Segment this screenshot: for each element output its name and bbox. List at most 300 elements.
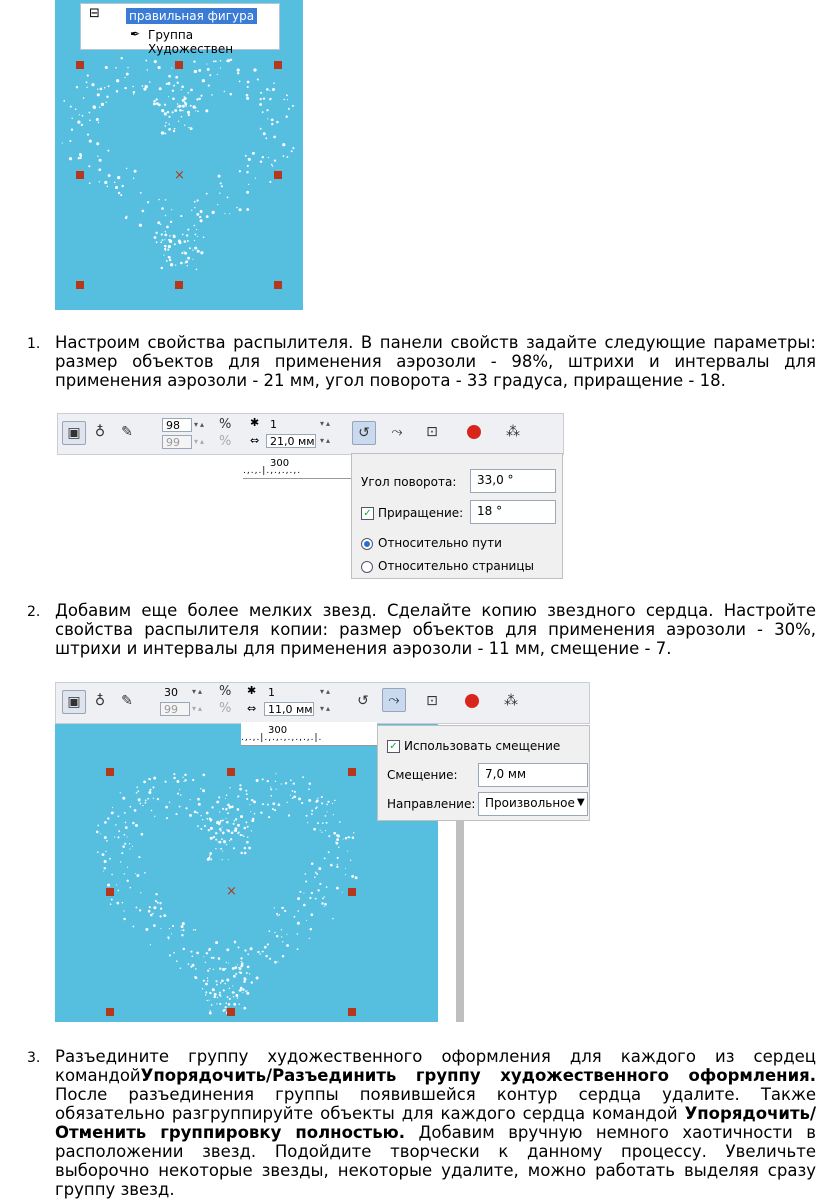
spray-star [103,871,104,872]
ruler-ticks: .,.,.|.,.,.,.,. [243,466,302,476]
spray-star [245,155,247,157]
spray-star [200,95,202,97]
spray-star [78,157,80,159]
spray-star [216,801,219,804]
size-spinner-icon[interactable]: ▾▴ [194,437,207,446]
spray-star [114,837,115,838]
spray-preset-button[interactable] [62,421,86,445]
rotation-button[interactable] [352,421,376,445]
spray-star [222,968,225,971]
spray-star [168,245,171,248]
spray-star [228,1003,230,1005]
spray-star [106,840,108,842]
spray-star [238,946,240,948]
spray-star [89,182,91,184]
spray-star [223,840,226,843]
spray-star [166,817,168,819]
spray-star [203,956,204,957]
spray-star [144,872,146,874]
spray-star [245,790,247,792]
spray-star [265,955,267,957]
spray-star [260,811,262,813]
spray-star [115,186,118,189]
spray-star [239,1003,240,1004]
spray-star [134,170,137,173]
spray-star [194,240,195,241]
dabs-count-input[interactable]: 1 [270,418,277,431]
spray-icon: ▣ [67,694,81,710]
selection-handle[interactable] [274,171,282,179]
spray-star [88,165,90,167]
spray-star [306,920,307,921]
spray-star [158,66,161,69]
spray-star [256,977,259,980]
spray-star [194,247,197,250]
spray-star [266,109,268,111]
spray-star [247,836,248,837]
spray-star [165,122,166,123]
menu-command: Упорядочить/Отменить группировку полностью. [55,1104,816,1142]
spray-star [180,794,181,795]
spray-star [262,803,264,805]
spray-size-input-secondary[interactable]: 99 [160,702,190,716]
spray-star [98,122,99,123]
spray-star [171,68,172,69]
brush-stroke-icon[interactable]: ✎ [121,424,133,440]
spray-star [124,812,126,814]
spray-star [262,156,264,158]
spray-star [272,165,273,166]
spray-star [221,827,222,828]
spray-star [297,922,300,925]
count-spinner-icon[interactable]: ▾▴ [320,687,333,696]
step-text [55,1047,816,1199]
spray-star [316,806,318,808]
spray-star [282,955,284,957]
spray-star [135,907,137,909]
spray-star [86,81,88,83]
spray-star [184,240,186,242]
spray-star [206,193,208,195]
spray-star [286,156,288,158]
spray-star [256,779,259,782]
spray-star [121,57,123,59]
record-icon[interactable] [465,694,479,708]
spray-star [243,1007,246,1010]
direction-select[interactable]: Произвольное [478,792,588,816]
spray-star [164,248,166,250]
selection-handle[interactable] [76,281,84,289]
spray-star [246,972,248,974]
horizontal-ruler [243,456,351,479]
spray-star [120,194,122,196]
center-marker-icon: × [226,884,237,899]
spray-star [225,818,226,819]
spray-star [164,112,167,115]
spray-star [127,67,128,68]
spray-star [182,105,185,108]
spray-star [100,833,101,834]
spray-star [171,933,172,934]
spray-star [282,143,285,146]
offset-button[interactable] [382,688,406,712]
spray-star [96,118,99,121]
spray-star [168,123,169,124]
spray-star [161,131,164,134]
spray-star [216,1003,217,1004]
spray-star [206,952,208,954]
step-number: 3. [27,1050,41,1066]
spray-star [286,934,287,935]
spray-star [244,827,247,830]
spray-star [207,980,209,982]
spray-star [254,813,256,815]
spray-star [203,980,205,982]
spray-star [148,791,151,794]
selection-handle[interactable] [106,1008,114,1016]
spray-star [247,966,250,969]
spray-star [239,170,241,172]
offset-icon[interactable]: ⤳ [391,424,403,440]
spray-star [257,78,259,80]
spray-star [155,98,157,100]
spray-star [124,873,125,874]
spray-star [206,64,207,65]
spray-star [245,821,247,823]
spray-star [184,252,187,255]
selection-handle[interactable] [227,1008,235,1016]
spray-star [238,795,240,797]
spray-star [164,125,166,127]
spray-star [188,127,189,128]
spray-star [199,98,201,100]
tree-item-shape[interactable]: правильная фигура [126,8,257,24]
selection-handle[interactable] [106,768,114,776]
spray-star [122,797,125,800]
relative-path-radio[interactable] [361,538,373,550]
spray-star [195,110,196,111]
spacing-input[interactable]: 11,0 мм [264,702,314,716]
spray-star [126,73,129,76]
spray-star [200,210,203,213]
selection-handle[interactable] [76,171,84,179]
spray-star [347,851,348,852]
spray-star [345,874,346,875]
selection-handle[interactable] [227,768,235,776]
spray-star [127,880,129,882]
spray-star [267,804,269,806]
spray-star [235,827,238,830]
percent-label: % [219,417,232,432]
spray-star [154,60,157,63]
dabs-count-input[interactable]: 1 [268,686,275,699]
spray-star [317,798,318,799]
spray-star [212,806,214,808]
spray-star [136,787,138,789]
spray-star [269,958,271,960]
selection-handle[interactable] [76,61,84,69]
spray-star [286,944,289,947]
spray-star [153,924,156,927]
selection-handle[interactable] [348,768,356,776]
increment-checkbox[interactable]: ✓ [361,507,374,520]
spray-star [208,829,210,831]
spray-size-input[interactable]: 98 [162,418,192,432]
spray-star [198,803,201,806]
reset-icon[interactable]: ⊡ [426,424,438,440]
spray-star [247,86,249,88]
spray-star [293,795,296,798]
spray-star [149,906,151,908]
spray-star [190,966,192,968]
spray-star [129,843,130,844]
spray-star [199,216,201,218]
spray-star [167,111,169,113]
spray-star [336,887,339,890]
brush-stroke-icon[interactable]: ✎ [121,693,133,709]
vertical-scrollbar[interactable] [456,818,464,1022]
spray-star [135,824,138,827]
spray-star [120,861,121,862]
spray-star [216,980,218,982]
spray-star [281,783,282,784]
spray-star [184,103,187,106]
spray-star [165,215,166,216]
spray-star [260,160,262,162]
nib-icon[interactable]: ♁ [94,693,106,709]
spray-star [179,806,181,808]
spray-star [123,918,125,920]
spray-star [124,87,126,89]
spray-star [132,86,134,88]
scatter-icon[interactable]: ⁂ [504,693,518,709]
spray-star [153,102,156,105]
spray-star [232,985,233,986]
spray-star [140,803,142,805]
spray-star [230,93,233,96]
spray-star [274,907,275,908]
spray-size-input[interactable]: 30 [164,686,178,699]
spray-star [143,781,146,784]
size-spinner-icon[interactable]: ▾▴ [194,420,207,429]
count-spinner-icon[interactable]: ▾▴ [320,419,333,428]
spray-star [325,830,326,831]
spray-star [105,851,106,852]
spray-star [197,110,199,112]
spray-star [324,896,325,897]
spray-star [324,903,327,906]
spray-star [89,112,91,114]
spray-star [125,826,128,829]
tree-collapse-icon[interactable]: ⊟ [89,6,100,21]
spray-star [153,100,155,102]
spray-star [220,820,222,822]
selection-handle[interactable] [348,1008,356,1016]
spray-star [174,128,176,130]
spray-star [216,984,218,986]
spray-star [237,998,238,999]
spray-star [203,237,205,239]
spray-star [140,892,141,893]
spray-star [240,852,242,854]
spray-star [139,909,141,911]
selection-handle[interactable] [274,61,282,69]
spray-star [104,867,106,869]
spray-star [183,251,184,252]
spray-star [104,87,106,89]
spacing-spinner-icon[interactable]: ▾▴ [320,704,333,713]
spray-star [214,993,217,996]
spray-star [292,105,294,107]
spray-star [145,800,147,802]
spray-star [218,957,221,960]
size-spinner-icon[interactable]: ▾▴ [192,704,205,713]
spray-star [328,835,330,837]
spray-star [109,858,111,860]
spray-star [173,952,175,954]
selection-handle[interactable] [175,281,183,289]
spray-star [166,83,168,85]
record-icon[interactable] [467,425,481,439]
spray-star [81,124,83,126]
spray-star [139,224,142,227]
spray-star [210,837,213,840]
reset-icon[interactable]: ⊡ [426,693,438,709]
spray-star [166,260,168,262]
selection-handle[interactable] [348,888,356,896]
spray-star [226,844,227,845]
spray-star [169,259,172,262]
chevron-down-icon[interactable]: ▼ [577,797,585,808]
size-spinner-icon[interactable]: ▾▴ [192,687,205,696]
spray-star [187,265,188,266]
spray-star [200,815,201,816]
spray-star [220,995,221,996]
spray-star [197,236,198,237]
spray-star [170,221,172,223]
spray-star [96,831,99,834]
selection-handle[interactable] [274,281,282,289]
spray-star [205,983,208,986]
spacing-input[interactable]: 21,0 мм [266,434,316,448]
spray-star [305,881,307,883]
spray-star [125,216,128,219]
spray-star [190,127,193,130]
spray-size-input-secondary[interactable]: 99 [162,435,192,449]
selection-handle[interactable] [106,888,114,896]
spray-star [244,978,247,981]
spray-star [196,952,199,955]
spray-star [184,125,185,126]
increment-input[interactable]: 18 ° [470,500,556,524]
rotate-icon[interactable]: ↺ [357,693,369,709]
spray-star [292,790,294,792]
spray-star [104,181,107,184]
spray-star [241,961,242,962]
offset-input[interactable]: 7,0 мм [478,763,588,787]
spray-star [169,928,170,929]
spray-star [269,181,271,183]
spray-star [260,92,262,94]
spray-star [193,105,196,108]
spray-star [227,59,230,62]
spray-star [268,157,269,158]
selection-handle[interactable] [175,61,183,69]
spray-star [244,949,246,951]
spray-star [244,852,247,855]
spray-star [326,822,328,824]
spray-star [239,208,242,211]
nib-icon[interactable]: ♁ [94,424,106,440]
spray-preset-button[interactable] [62,690,86,714]
use-offset-checkbox[interactable]: ✓ [387,740,400,753]
angle-label: Угол поворота: [361,475,457,489]
spray-star [196,213,199,216]
spray-star [134,809,137,812]
spray-star [267,943,269,945]
relative-page-radio[interactable] [361,561,373,573]
spray-star [164,239,165,240]
spray-star [189,814,192,817]
spray-star [138,798,141,801]
spray-star [212,211,215,214]
spray-star [219,828,221,830]
spray-star [279,914,281,916]
spray-star [83,97,85,99]
spray-star [122,185,124,187]
tree-item-artistic-group[interactable]: Группа Художествен [148,28,234,56]
scatter-icon[interactable]: ⁂ [506,424,520,440]
spray-star [292,797,294,799]
spray-star [321,902,323,904]
spray-star [97,89,98,90]
spray-star [202,819,203,820]
spray-star [336,834,339,837]
step-text: Добавим еще более мелких звезд. Сделайте копию звездного сердца. Настройте свойства распылителя копии: размер объектов для применения аэрозоли - 30%, штрихи и интервалы для применения аэрозоли - 11 мм, смещение - 7. [55,601,816,658]
spray-star [152,913,153,914]
angle-input[interactable]: 33,0 ° [470,469,556,493]
spray-star [138,856,140,858]
spray-star [229,840,230,841]
spray-star [277,915,278,916]
spray-star [192,259,193,260]
spray-star [336,838,339,841]
spray-star [229,806,232,809]
spray-star [97,851,99,853]
spray-star [93,105,96,108]
spray-star [97,93,100,96]
spray-star [265,137,267,139]
spray-star [233,823,235,825]
spray-star [137,790,139,792]
spray-star [246,208,249,211]
step-number: 1. [27,336,41,352]
spray-star [250,947,253,950]
spray-star [217,204,218,205]
spray-star [219,992,221,994]
spray-star [232,967,235,970]
spray-star [303,904,306,907]
spray-star [297,897,300,900]
spray-star [120,792,121,793]
spray-star [172,111,174,113]
spray-star [210,858,212,860]
spray-star [309,938,310,939]
spacing-spinner-icon[interactable]: ▾▴ [320,436,333,445]
spray-star [213,996,216,999]
spray-star [161,267,163,269]
spray-star [197,825,199,827]
